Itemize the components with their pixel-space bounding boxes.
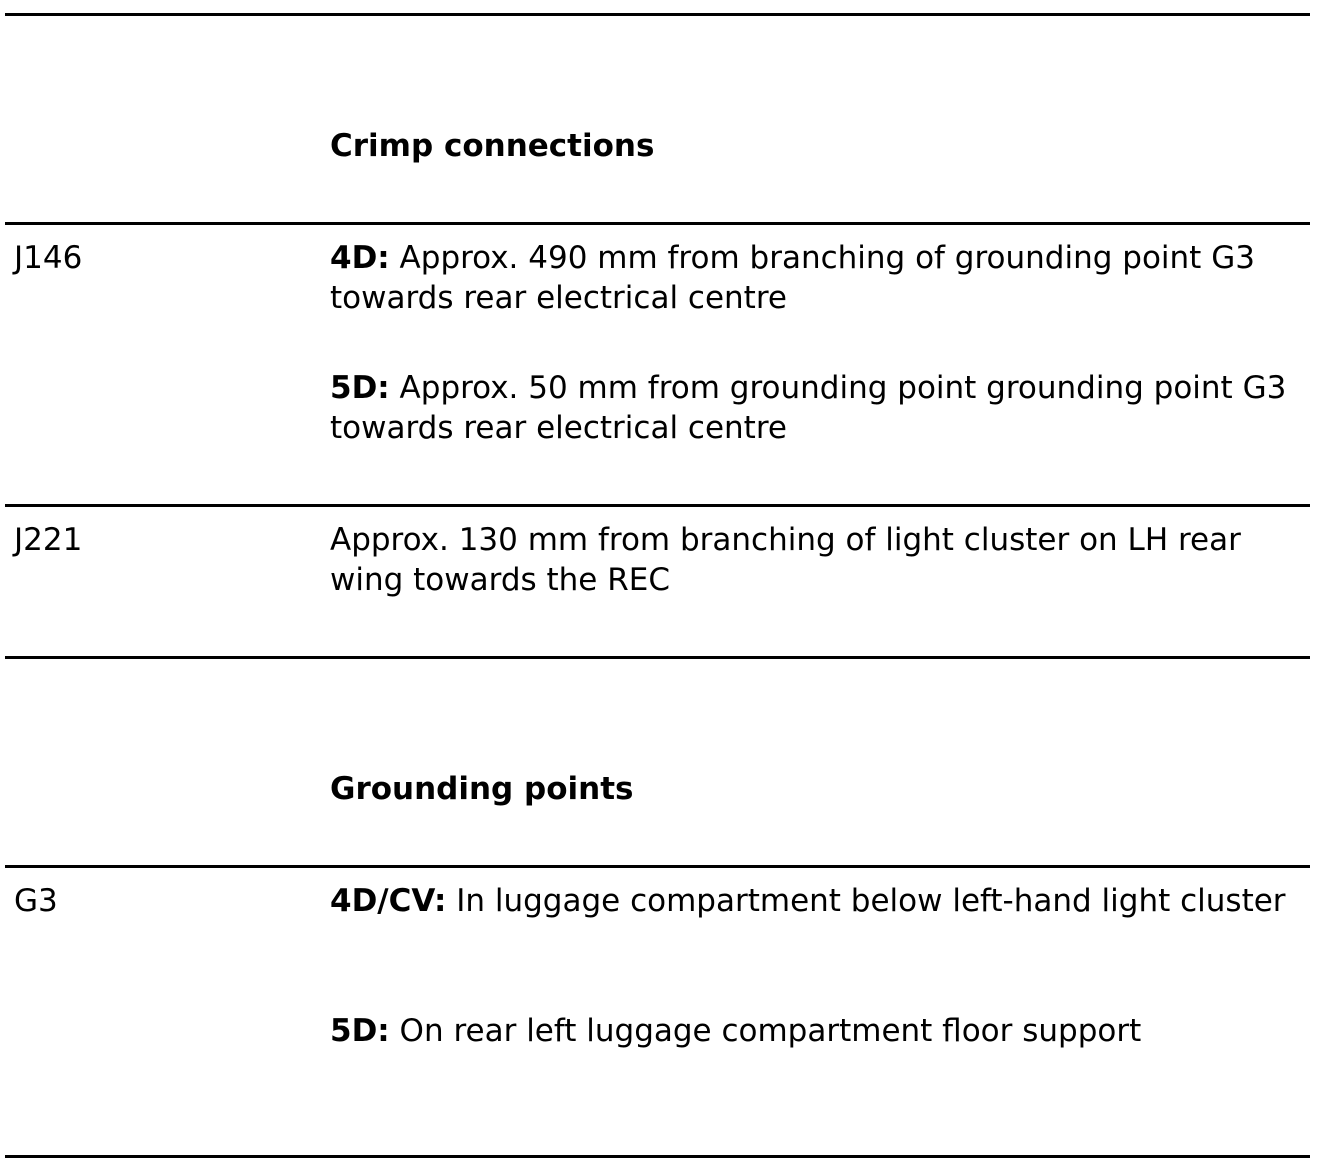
bottom-rule <box>5 1155 1310 1158</box>
row-description <box>330 238 1290 318</box>
section-heading-crimp-connections: Crimp connections <box>330 128 655 164</box>
entry-prefix: 5D: <box>330 370 390 406</box>
entry-text: Approx. 130 mm from branching of light cluster on LH rear wing towards the REC <box>330 522 1241 598</box>
row-description <box>330 520 1290 600</box>
top-rule <box>5 13 1310 16</box>
row-description <box>330 1011 1290 1051</box>
row-divider <box>5 504 1310 507</box>
entry-text: Approx. 50 mm from grounding point grounding point G3 towards rear electrical centre <box>330 370 1287 446</box>
entry-prefix: 4D: <box>330 240 390 276</box>
section-divider <box>5 865 1310 868</box>
row-code-j146: J146 <box>14 240 83 276</box>
section-divider <box>5 222 1310 225</box>
entry-text: Approx. 490 mm from branching of grounding point G3 towards rear electrical centre <box>330 240 1255 316</box>
entry-text: On rear left luggage compartment floor support <box>389 1013 1142 1049</box>
entry-text: In luggage compartment below left-hand light cluster <box>446 883 1286 919</box>
entry-prefix: 4D/CV: <box>330 883 447 919</box>
section-end-rule <box>5 656 1310 659</box>
entry-prefix: 5D: <box>330 1013 390 1049</box>
row-description <box>330 368 1290 448</box>
row-code-g3: G3 <box>14 883 58 919</box>
row-code-j221: J221 <box>14 522 83 558</box>
section-heading-grounding-points: Grounding points <box>330 771 634 807</box>
row-description <box>330 881 1290 921</box>
